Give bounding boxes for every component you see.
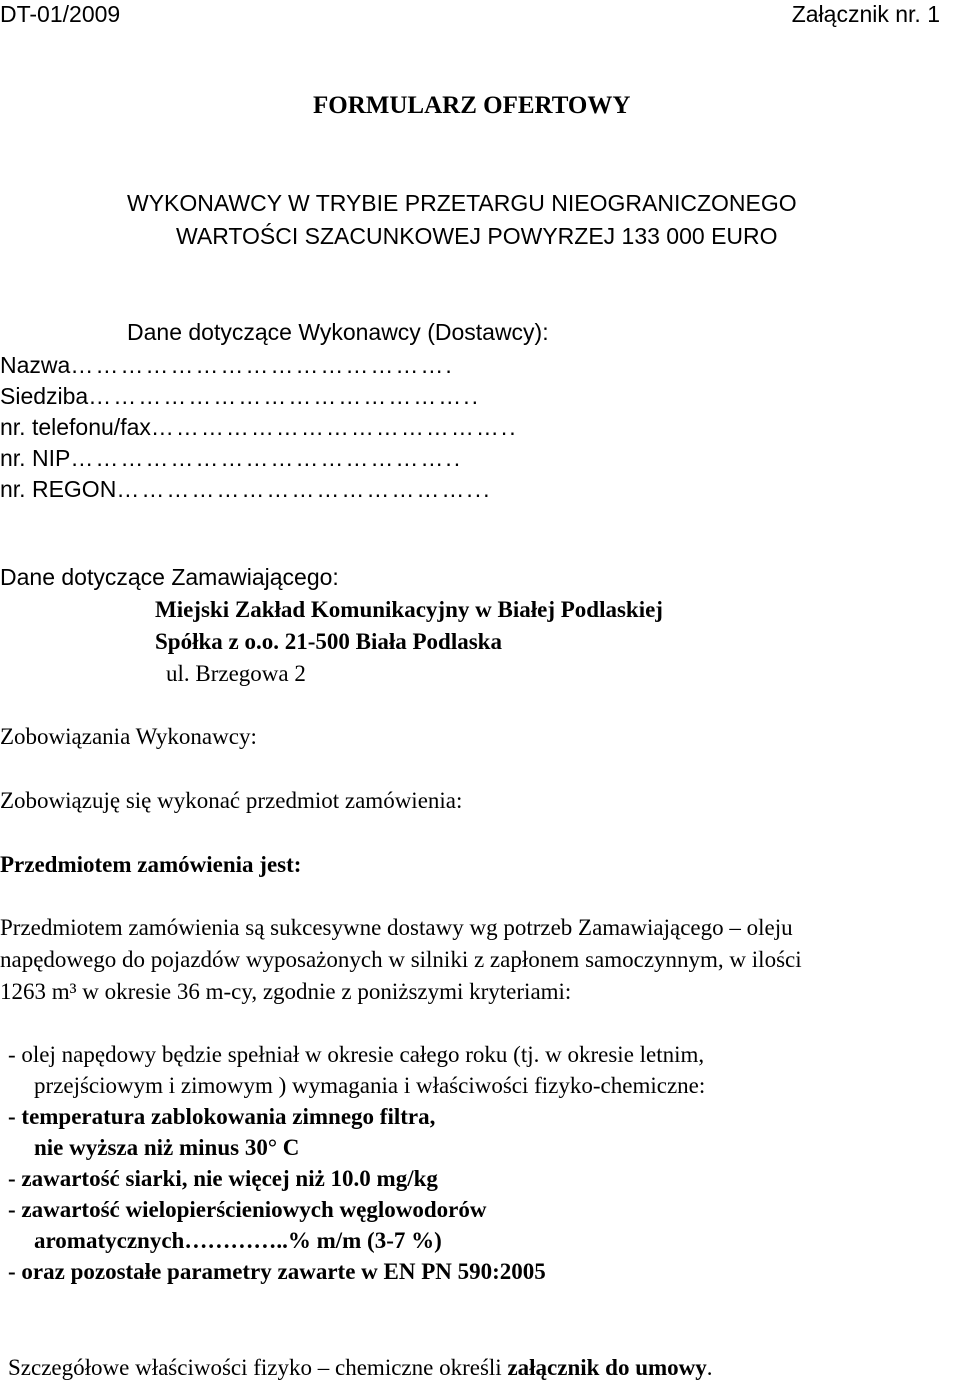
criterion-cfpp-value: nie wyższa niż minus 30° C — [34, 1135, 300, 1160]
field-phone-fax-label: nr. telefonu/fax — [0, 414, 151, 440]
subject-paragraph-line-2: napędowego do pojazdów wyposażonych w silniki z zapłonem samoczynnym, w ilości — [0, 947, 802, 972]
field-name-dots: ………………………………………. — [70, 352, 454, 378]
document-code: DT-01/2009 — [0, 1, 121, 27]
field-phone-fax-dots: …………………………………….. — [150, 414, 518, 440]
field-regon-label: nr. REGON — [0, 476, 117, 502]
field-nip[interactable] — [0, 444, 462, 472]
field-nip-dots: ……………………………………….. — [70, 445, 463, 471]
client-name: Miejski Zakład Komunikacyjny w Białej Podlaskiej — [155, 597, 663, 622]
field-phone-fax[interactable] — [0, 413, 518, 441]
final-note-text: Szczegółowe właściwości fizyko – chemiczne określi — [8, 1355, 508, 1380]
criterion-pah: - zawartość wielopierścieniowych węglowodorów — [8, 1197, 487, 1222]
contractor-heading: Dane dotyczące Wykonawcy (Dostawcy): — [127, 319, 549, 345]
final-note-end: . — [706, 1355, 713, 1380]
page-title: FORMULARZ OFERTOWY — [313, 92, 631, 119]
criteria-intro-line-2: przejściowym i zimowym ) wymagania i właściwości fizyko-chemiczne: — [34, 1073, 706, 1098]
criteria-intro-line-1: - olej napędowy będzie spełniał w okresie całego roku (tj. w okresie letnim, — [8, 1042, 705, 1067]
criterion-cfpp: - temperatura zablokowania zimnego filtra, — [8, 1104, 436, 1129]
criterion-sulfur: - zawartość siarki, nie więcej niż 10.0 mg/kg — [8, 1166, 438, 1191]
subtitle-line-2: WARTOŚCI SZACUNKOWEJ POWYRZEJ 133 000 EURO — [176, 223, 778, 249]
final-note — [8, 1354, 713, 1382]
field-regon[interactable] — [0, 475, 491, 503]
client-street: ul. Brzegowa 2 — [166, 661, 306, 686]
subject-paragraph-line-1: Przedmiotem zamówienia są sukcesywne dostawy wg potrzeb Zamawiającego – oleju — [0, 915, 793, 940]
client-heading: Dane dotyczące Zamawiającego: — [0, 564, 339, 590]
field-name-label: Nazwa — [0, 352, 71, 378]
subject-paragraph-line-3: 1263 m³ w okresie 36 m-cy, zgodnie z poniższymi kryteriami: — [0, 979, 572, 1004]
field-nip-label: nr. NIP — [0, 445, 71, 471]
criterion-other: - oraz pozostałe parametry zawarte w EN PN 590:2005 — [8, 1259, 546, 1284]
field-regon-dots: ……………………………………... — [116, 476, 492, 502]
obligations-heading: Zobowiązania Wykonawcy: — [0, 724, 257, 749]
attachment-label: Załącznik nr. 1 — [791, 1, 940, 27]
client-company-address: Spółka z o.o. 21-500 Biała Podlaska — [155, 629, 502, 654]
subject-heading: Przedmiotem zamówienia jest: — [0, 852, 302, 877]
field-name[interactable] — [0, 351, 454, 379]
field-seat-dots: ……………………………………….. — [88, 383, 481, 409]
obligations-intro: Zobowiązuję się wykonać przedmiot zamówienia: — [0, 788, 463, 813]
field-seat-label: Siedziba — [0, 383, 89, 409]
criterion-pah-value: aromatycznych…………..% m/m (3-7 %) — [34, 1228, 442, 1253]
field-seat[interactable] — [0, 382, 480, 410]
final-note-attachment: załącznik do umowy — [507, 1355, 707, 1380]
subtitle-line-1: WYKONAWCY W TRYBIE PRZETARGU NIEOGRANICZONEGO — [127, 190, 797, 216]
